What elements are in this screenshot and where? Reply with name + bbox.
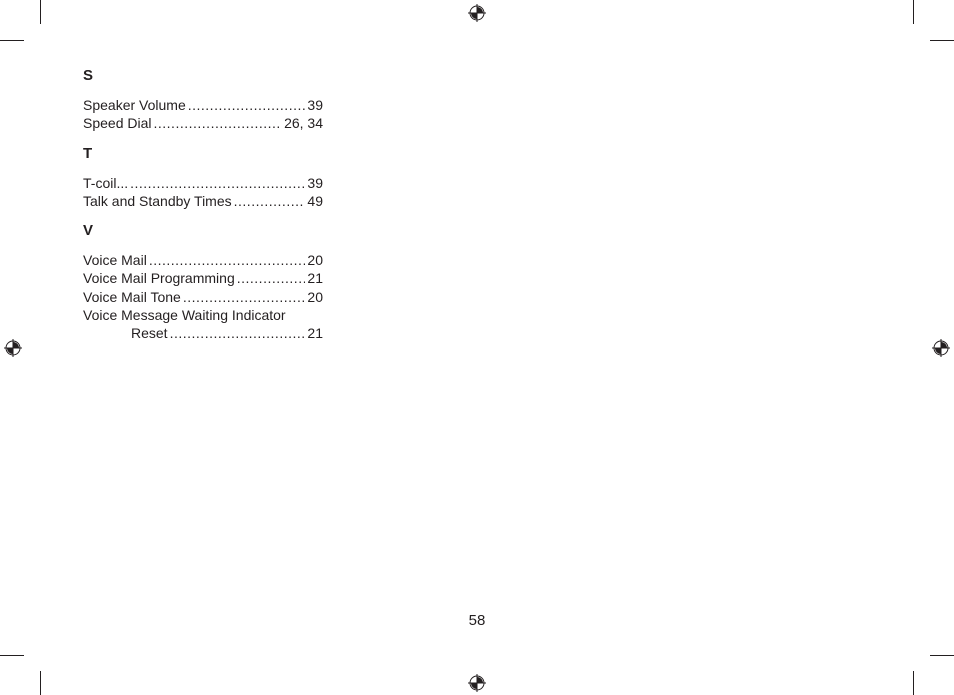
section-letter: S (83, 67, 94, 84)
entry-page: 21 (307, 325, 323, 342)
entry-term: Reset (131, 325, 168, 342)
entry-term: Voice Message Waiting Indicator (83, 307, 286, 324)
entry-page: 26, 34 (284, 115, 323, 132)
crop-mark-top-left-horizontal (0, 40, 24, 41)
index-section-v (83, 222, 323, 342)
crop-mark-bottom-right-horizontal (930, 655, 954, 656)
index-entry-heading (83, 306, 323, 324)
dot-leader (237, 269, 306, 287)
index-subentry (83, 324, 323, 342)
entry-term: Voice Mail (83, 252, 147, 269)
entry-term: Speaker Volume (83, 97, 186, 113)
crop-mark-bottom-right-vertical (913, 671, 914, 695)
section-letter: T (83, 144, 93, 162)
index-entry (83, 114, 323, 132)
entry-page: 39 (307, 174, 323, 191)
crop-mark-bottom-left-horizontal (0, 655, 24, 656)
crop-mark-bottom-left-vertical (40, 671, 41, 695)
dot-leader (170, 324, 306, 342)
crop-mark-top-right-vertical (913, 0, 914, 24)
index-entry (83, 269, 323, 287)
section-letter: V (83, 222, 94, 240)
entry-term: Voice Mail Programming (83, 270, 235, 287)
index-entry (83, 96, 323, 114)
dot-leader (154, 114, 283, 132)
crop-mark-top-left-vertical (40, 0, 41, 24)
entry-page: 39 (307, 97, 323, 113)
index-entry (83, 251, 323, 269)
entry-term: Talk and Standby Times (83, 192, 232, 209)
entry-page: 21 (307, 270, 323, 287)
entry-page: 20 (307, 252, 323, 269)
entry-term: Voice Mail Tone (83, 288, 181, 305)
index-column (83, 67, 323, 355)
dot-leader (130, 174, 305, 192)
index-entry (83, 192, 323, 210)
dot-leader (183, 288, 306, 306)
dot-leader (149, 251, 306, 269)
index-section-t (83, 145, 323, 211)
registration-mark-right-icon (932, 339, 950, 357)
page-number: 58 (468, 612, 486, 629)
entry-page: 49 (307, 192, 323, 209)
index-entry (83, 288, 323, 306)
entry-term: Speed Dial (83, 115, 152, 132)
dot-leader (188, 96, 306, 114)
crop-mark-top-right-horizontal (930, 40, 954, 41)
entry-term: T-coil... (83, 174, 129, 191)
index-section-s (83, 67, 323, 133)
index-entry (83, 174, 323, 192)
registration-mark-top-icon (468, 4, 486, 22)
dot-leader (234, 192, 306, 210)
entry-page: 20 (307, 288, 323, 305)
registration-mark-bottom-icon (468, 674, 486, 692)
registration-mark-left-icon (4, 339, 22, 357)
